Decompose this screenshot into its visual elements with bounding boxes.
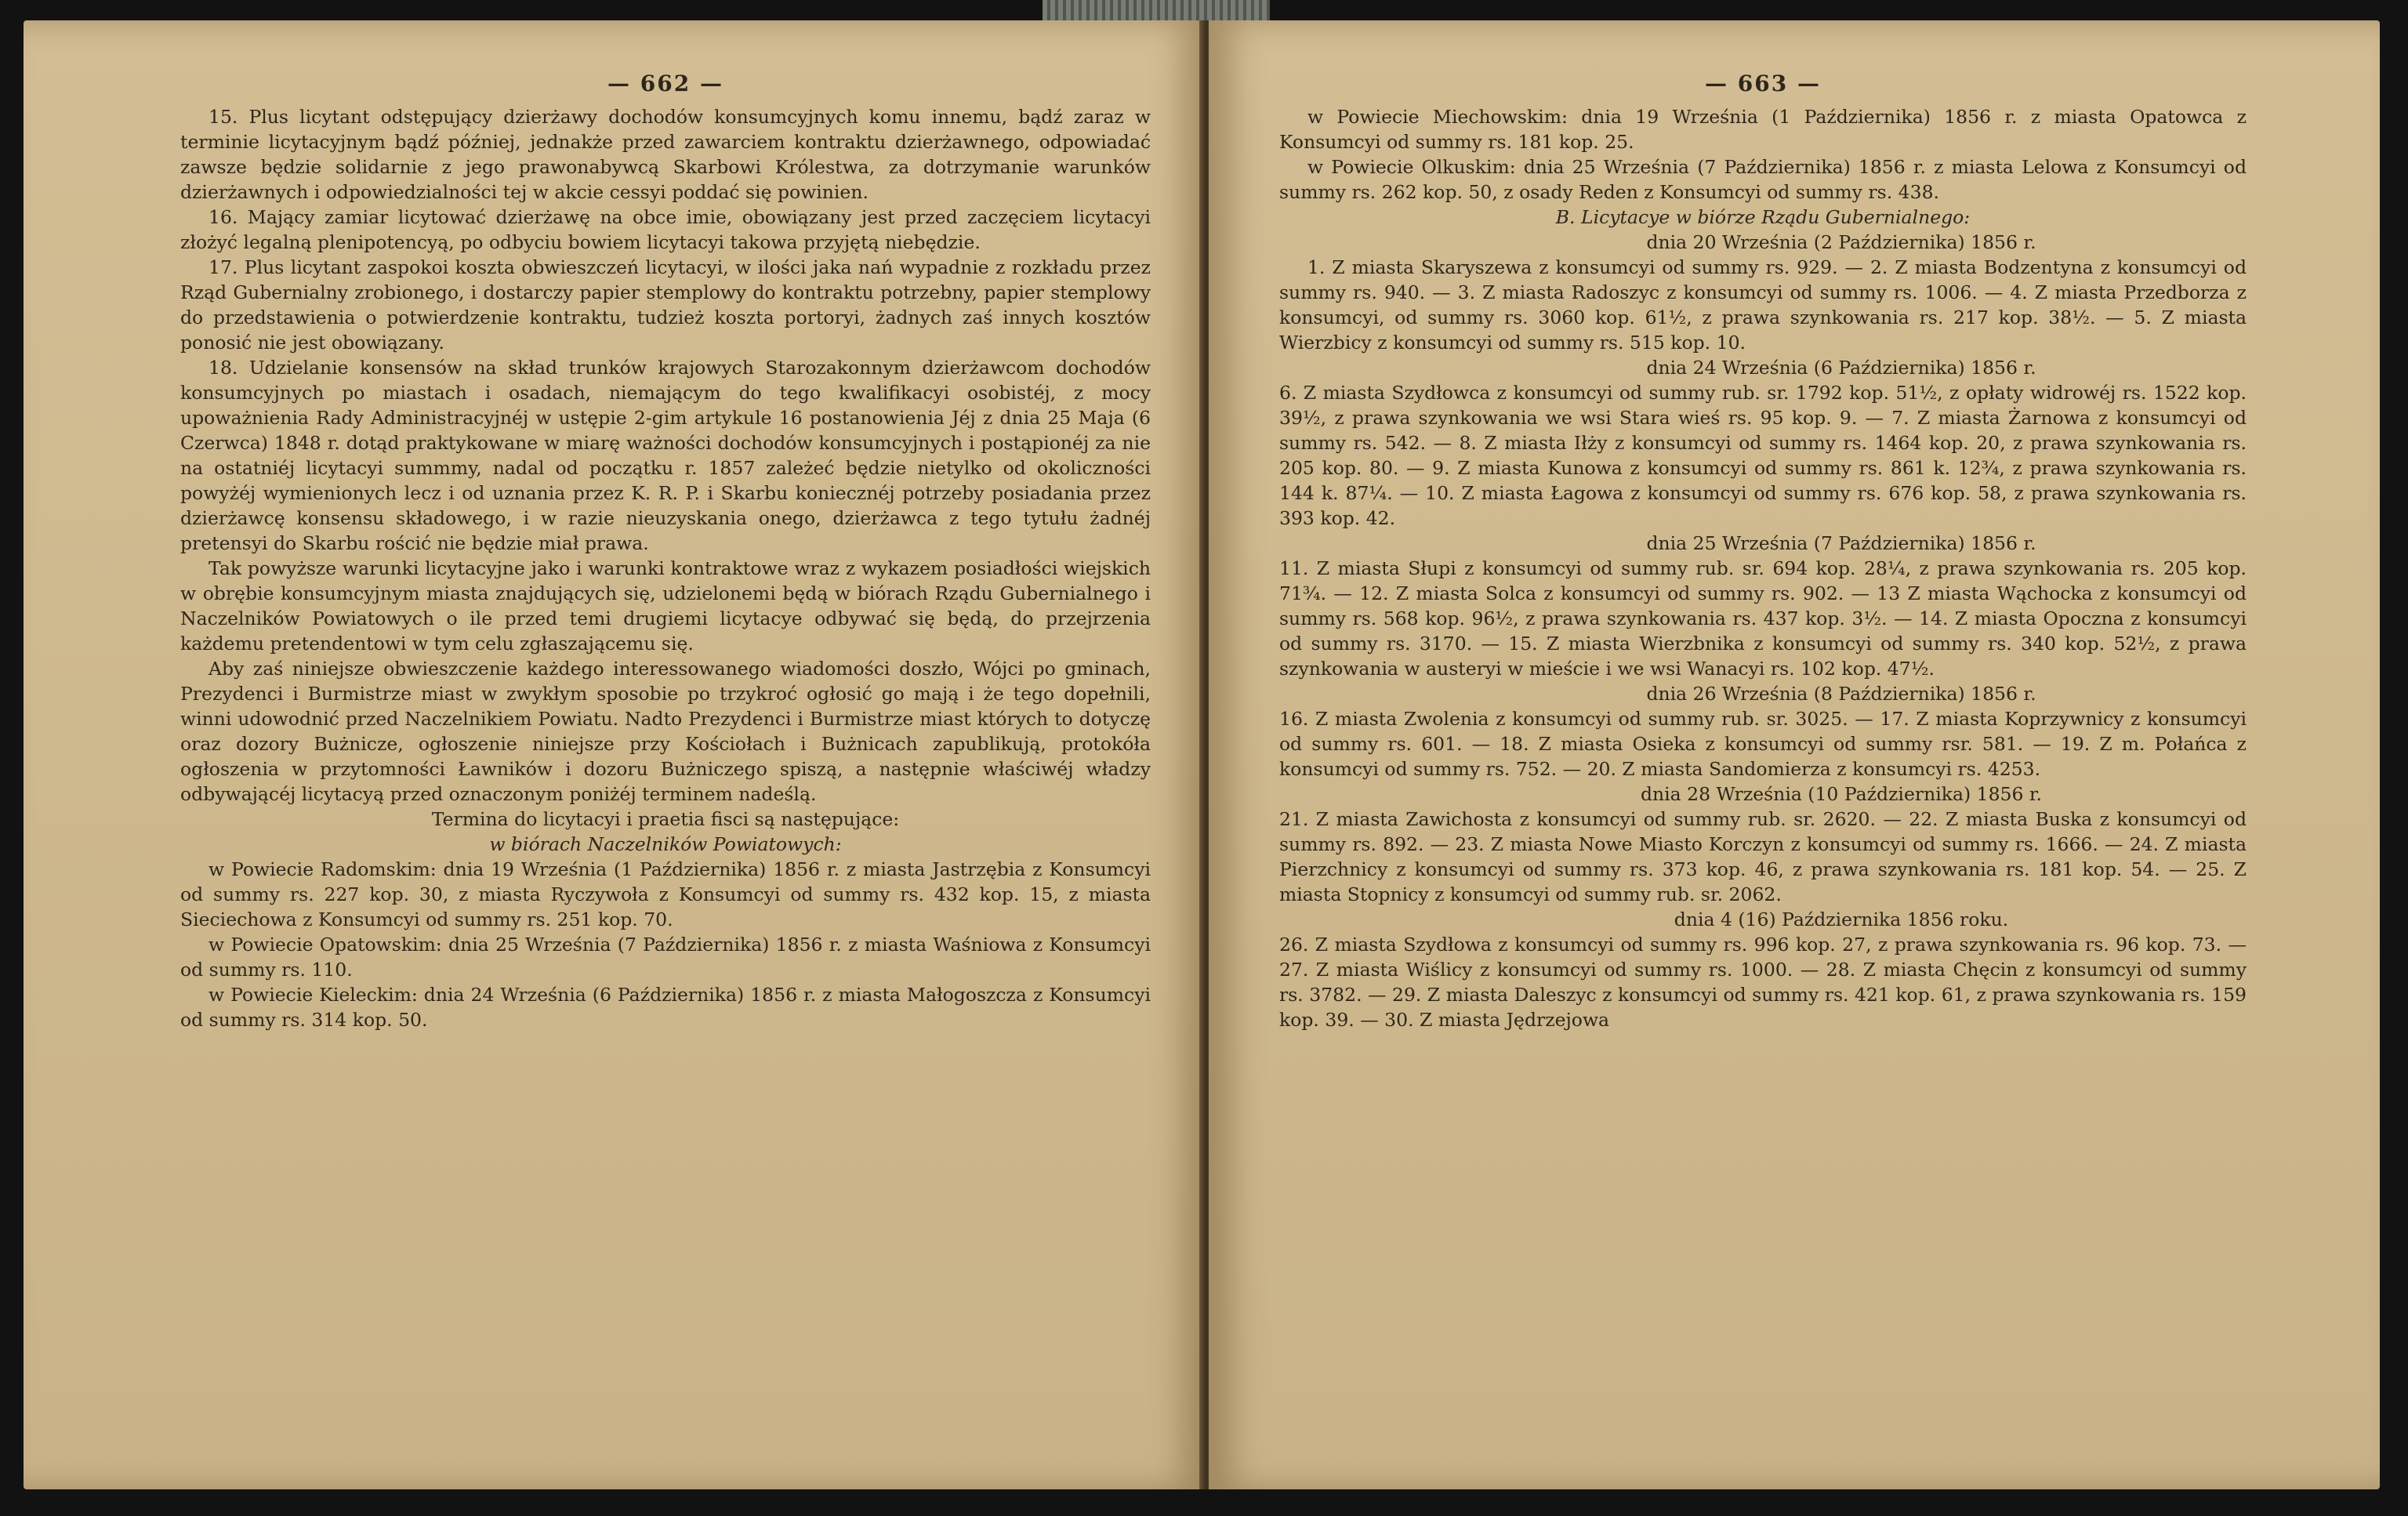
page-number-right: — 663 — [1705, 71, 1821, 96]
entry-miechowski: w Powiecie Miechowskim: dnia 19 Września (1 Października) 1856 r. z miasta Opatowca z Konsumcyi od summy rs. 181 kop. 25. [1279, 106, 2247, 153]
date-heading: dnia 26 Września (8 Października) 1856 r. [1646, 683, 2036, 705]
paragraph-conditions: Tak powyższe warunki licytacyjne jako i warunki kontraktowe wraz z wykazem posiadłości wiejskich w obrębie konsumcyjnym miasta znajdujących się, udzielonemi będą w biórach Rządu Gubernialnego i Naczelników Powiatowych o ile przed temi drugiemi licytacye odbywać się będą, do przejrzenia każdemu pretendentowi w tym celu zgłaszającemu się. [180, 557, 1151, 655]
right-page [1209, 20, 2380, 1489]
left-page [24, 20, 1206, 1489]
auction-group: 1. Z miasta Skaryszewa z konsumcyi od summy rs. 929. — 2. Z miasta Bodzentyna z konsumcyi od summy rs. 940. — 3. Z miasta Radoszyc z konsumcyi od summy rs. 1006. — 4. Z miasta Przedborza z konsumcyi, od summy rs. 3060 kop. 61½, z prawa szynkowania rs. 217 kop. 38½. — 5. Z miasta Wierzbicy z konsumcyi od summy rs. 515 kop. 10. [1279, 256, 2247, 354]
auction-group: 6. Z miasta Szydłowca z konsumcyi od summy rub. sr. 1792 kop. 51½, z opłaty widrowéj rs. 1522 kop. 39½, z prawa szynkowania we wsi Stara wieś rs. 95 kop. 9. — 7. Z miasta Żarnowa z konsumcyi od summy rs. 542. — 8. Z miasta Iłży z konsumcyi od summy rs. 1464 kop. 20, z prawa szynkowania rs. 205 kop. 80. — 9. Z miasta Kunowa z konsumcyi od summy rs. 861 k. 12¾, z prawa szynkowania rs. 144 k. 87¼. — 10. Z miasta Łagowa z konsumcyi od summy rs. 676 kop. 58, z prawa szynkowania rs. 393 kop. 42. [1279, 382, 2247, 529]
auction-group: 16. Z miasta Zwolenia z konsumcyi od summy rub. sr. 3025. — 17. Z miasta Koprzywnicy z konsumcyi od summy rs. 601. — 18. Z miasta Osieka z konsumcyi od summy rsr. 581. — 19. Z m. Połańca z konsumcyi od summy rs. 752. — 20. Z miasta Sandomierza z konsumcyi rs. 4253. [1279, 708, 2247, 780]
terms-subheading: w biórach Naczelników Powiatowych: [489, 833, 842, 855]
date-heading: dnia 25 Września (7 Października) 1856 r. [1646, 532, 2036, 554]
paragraph-15: 15. Plus licytant odstępujący dzierżawy dochodów konsumcyjnych komu innemu, bądź zaraz w terminie licytacyjnym bądź później, jednakże przed zawarciem kontraktu dzierżawnego, odpowiadać zawsze będzie solidarnie z jego prawonabywcą Skarbowi Królestwa, za dotrzymanie warunków dzierżawnych i odpowiedzialności tej w akcie cessyi poddać się powinien. [180, 106, 1151, 203]
date-heading: dnia 28 Września (10 Października) 1856 r. [1640, 783, 2043, 805]
auction-group: 21. Z miasta Zawichosta z konsumcyi od summy rub. sr. 2620. — 22. Z miasta Buska z konsumcyi od summy rs. 892. — 23. Z miasta Nowe Miasto Korczyn z konsumcyi od summy rs. 1666. — 24. Z miasta Pierzchnicy z konsumcyi od summy rs. 373 kop. 46, z prawa szynkowania rs. 181 kop. 54. — 25. Z miasta Stopnicy z konsumcyi od summy rub. sr. 2062. [1279, 808, 2247, 905]
paragraph-17: 17. Plus licytant zaspokoi koszta obwieszczeń licytacyi, w ilości jaka nań wypadnie z rozkładu przez Rząd Gubernialny zrobionego, i dostarczy papier stemplowy do kontraktu potrzebny, papier stemplowy do przedstawienia o potwierdzenie kontraktu, tudzież koszta portoryi, żadnych zaś innych kosztów ponosić nie jest obowiązany. [180, 256, 1151, 354]
paragraph-16: 16. Mający zamiar licytować dzierżawę na obce imie, obowiązany jest przed zaczęciem licytacyi złożyć legalną plenipotencyą, po odbyciu bowiem licytacyi takowa przyjętą niebędzie. [180, 206, 1151, 253]
auction-group: 26. Z miasta Szydłowa z konsumcyi od summy rs. 996 kop. 27, z prawa szynkowania rs. 96 kop. 73. — 27. Z miasta Wiślicy z konsumcyi od summy rs. 1000. — 28. Z miasta Chęcin z konsumcyi od summy rs. 3782. — 29. Z miasta Daleszyc z konsumcyi od summy rs. 421 kop. 61, z prawa szynkowania rs. 159 kop. 39. — 30. Z miasta Jędrzejowa [1279, 934, 2247, 1031]
paragraph-announcement: Aby zaś niniejsze obwieszczenie każdego interessowanego wiadomości doszło, Wójci po gminach, Prezydenci i Burmistrze miast w zwykłym sposobie po trzykroć ogłosić go mają i że tego dopełnili, winni udowodnić przed Naczelnikiem Powiatu. Nadto Prezydenci i Burmistrze miast których to dotyczę oraz dozory Bużnicze, ogłoszenie niniejsze przy Kościołach i Bużnicach zapublikują, protokóła ogłoszenia w przytomności Ławników i dozoru Bużniczego spiszą, a następnie właściwéj władzy odbywającéj licytacyą przed oznaczonym poniżéj terminem nadeślą. [180, 658, 1151, 805]
entry-opatowski: w Powiecie Opatowskim: dnia 25 Września (7 Października) 1856 r. z miasta Waśniowa z Konsumcyi od summy rs. 110. [180, 934, 1151, 981]
entry-radomski: w Powiecie Radomskim: dnia 19 Września (1 Października) 1856 r. z miasta Jastrzębia z Konsumcyi od summy rs. 227 kop. 30, z miasta Ryczywoła z Konsumcyi od summy rs. 432 kop. 15, z miasta Sieciechowa z Konsumcyi od summy rs. 251 kop. 70. [180, 858, 1151, 930]
paragraph-18: 18. Udzielanie konsensów na skład trunków krajowych Starozakonnym dzierżawcom dochodów konsumcyjnych po miastach i osadach, niemającym do tego kwalifikacyi osobistéj, z mocy upoważnienia Rady Administracyjnéj w ustępie 2-gim artykule 16 postanowienia Jéj z dnia 25 Maja (6 Czerwca) 1848 r. dotąd praktykowane w miarę ważności dochodów konsumcyjnych i postąpionéj za nie na ostatniéj licytacyi summmy, nadal od początku r. 1857 zależeć będzie nietylko od okoliczności powyżéj wymienionych lecz i od uznania przez K. R. P. i Skarbu koniecznéj potrzeby posiadania przez dzierżawcę konsensu składowego, i w razie nieuzyskania onego, dzierżawca z tego tytułu żadnéj pretensyi do Skarbu rościć nie będzie miał prawa. [180, 357, 1151, 554]
section-b-heading: B. Licytacye w biórze Rządu Gubernialnego: [1555, 206, 1971, 228]
terms-heading: Termina do licytacyi i prаetia fisci są następujące: [431, 808, 900, 830]
date-heading: dnia 4 (16) Października 1856 roku. [1674, 909, 2009, 930]
entry-kielecki: w Powiecie Kieleckim: dnia 24 Września (6 Października) 1856 r. z miasta Małogoszcza z Konsumcyi od summy rs. 314 kop. 50. [180, 984, 1151, 1031]
entry-olkuski: w Powiecie Olkuskim: dnia 25 Września (7 Października) 1856 r. z miasta Lelowa z Konsumcyi od summy rs. 262 kop. 50, z osady Reden z Konsumcyi od summy rs. 438. [1279, 156, 2247, 203]
date-heading: dnia 20 Września (2 Października) 1856 r. [1646, 231, 2036, 253]
date-heading: dnia 24 Września (6 Października) 1856 r. [1646, 357, 2036, 379]
auction-group: 11. Z miasta Słupi z konsumcyi od summy rub. sr. 694 kop. 28¼, z prawa szynkowania rs. 205 kop. 71¾. — 12. Z miasta Solca z konsumcyi od summy rs. 902. — 13 Z miasta Wąchocka z konsumcyi od summy rs. 568 kop. 96½, z prawa szynkowania rs. 437 kop. 3½. — 14. Z miasta Opoczna z konsumcyi od summy rs. 3170. — 15. Z miasta Wierzbnika z konsumcyi od summy rs. 340 kop. 52½, z prawa szynkowania w austeryi w mieście i we wsi Wanacyi rs. 102 kop. 47½. [1279, 557, 2247, 680]
page-number-left: — 662 — [607, 71, 723, 96]
